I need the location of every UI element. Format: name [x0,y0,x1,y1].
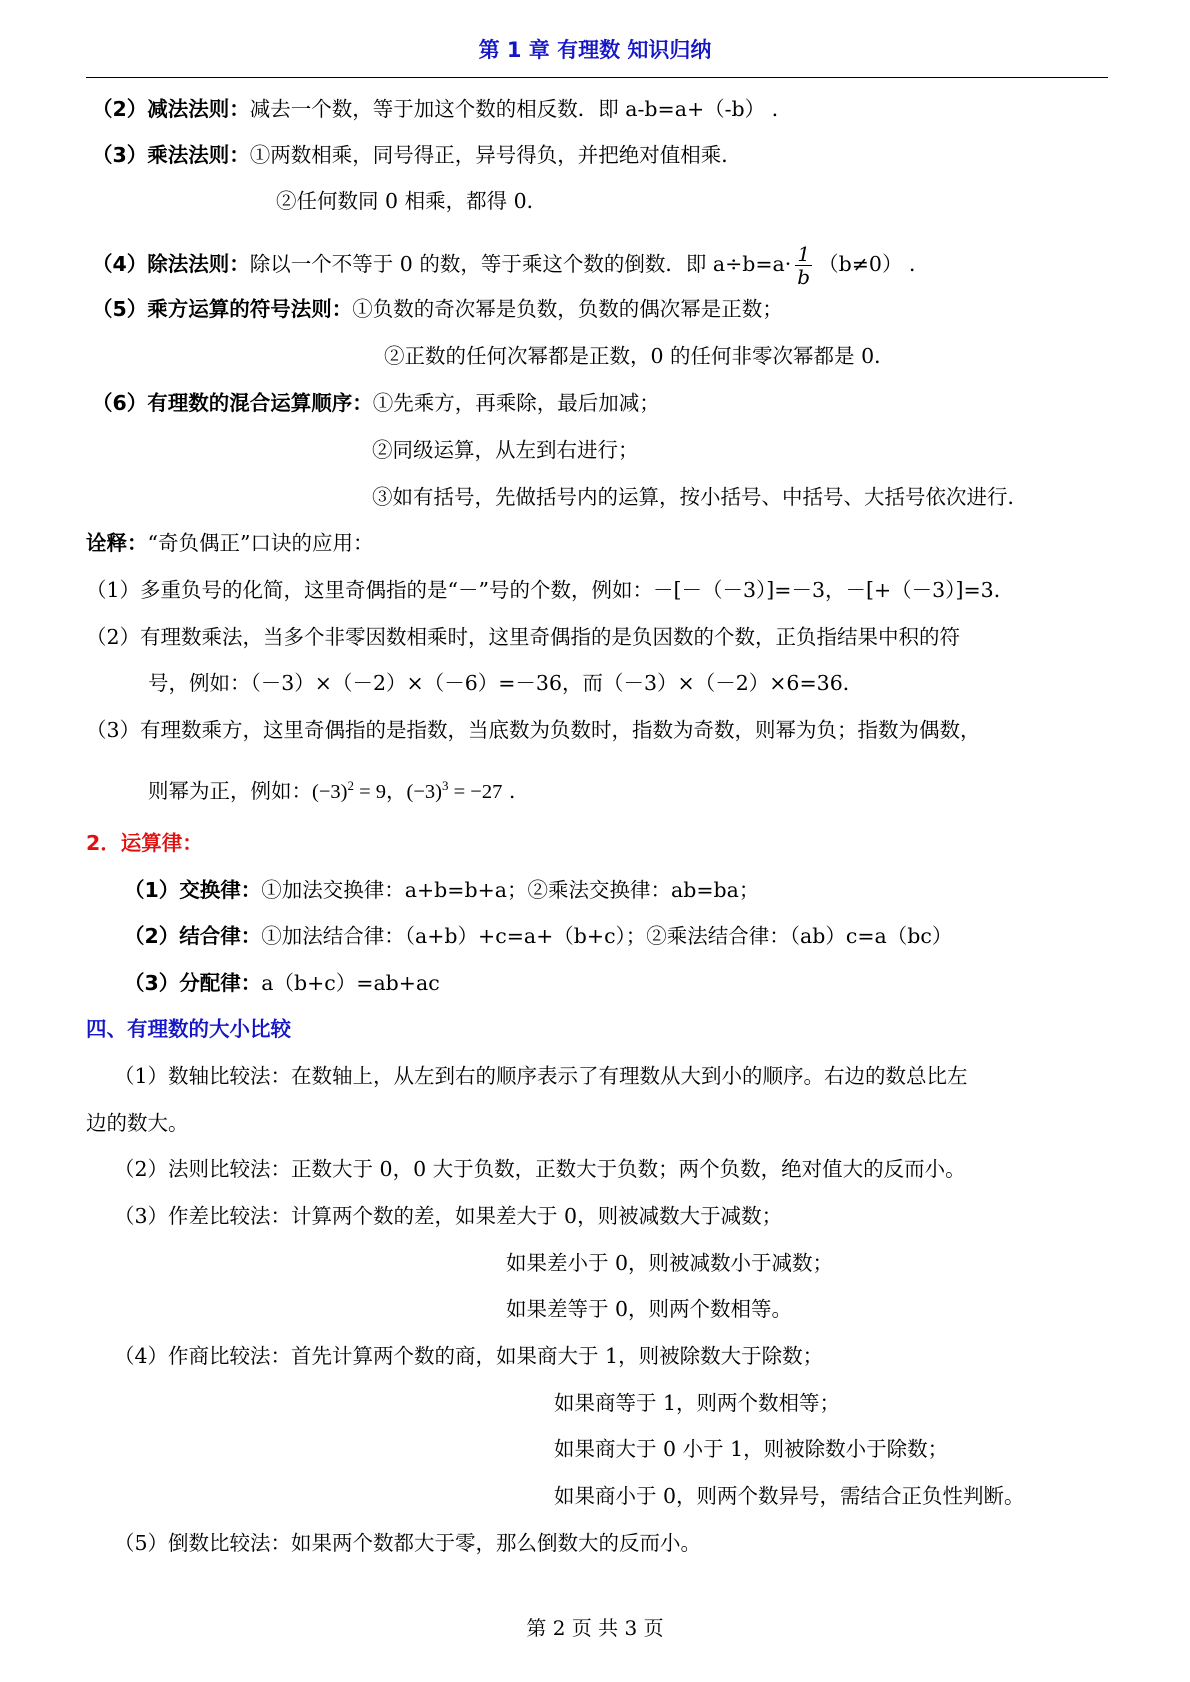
law-associative [124,923,952,949]
compare-method-3-line1: （3）作差比较法：计算两个数的差，如果差大于 0，则被减数大于减数； [114,1204,783,1228]
rule-operation-order [92,390,660,416]
rule-subtraction-label: （2）减法法则： [92,97,250,121]
power-example-1 [312,778,387,803]
note-intro [86,530,373,556]
law-commutative-text: ①加法交换律：a+b=b+a；②乘法交换律：ab=ba； [261,878,760,902]
fraction-numerator: 1 [795,243,812,266]
law-commutative-label: （1）交换律： [124,878,262,902]
rule-subtraction [92,96,792,122]
power-example-2 [406,778,503,803]
compare-method-4-line2: 如果商等于 1，则两个数相等； [554,1391,841,1415]
rule-operation-order-label: （6）有理数的混合运算顺序： [92,391,373,415]
note-point-3-line2 [148,773,515,805]
header-divider [86,77,1108,78]
compare-method-1-line1: （1）数轴比较法：在数轴上，从左到右的顺序表示了有理数从大到小的顺序。右边的数总比左 [114,1064,968,1088]
power-example-2-exponent: 3 [442,778,449,793]
note-point-2-line2: 号，例如：（－3）×（－2）×（－6）=－36，而（－3）×（－2）×6=36． [148,671,864,695]
compare-method-1-line2: 边的数大。 [86,1111,189,1135]
page-header-title: 第 1 章 有理数 知识归纳 [478,38,712,62]
compare-method-4-line4: 如果商小于 0，则两个数异号，需结合正负性判断。 [554,1484,1025,1508]
section-compare-title: 四、有理数的大小比较 [86,1017,291,1041]
rule-division-label: （4）除法法则： [92,252,250,276]
rule-operation-order-line3: ③如有括号，先做括号内的运算，按小括号、中括号、大括号依次进行． [372,485,1028,509]
page-footer: 第 2 页 共 3 页 [526,1616,664,1640]
compare-method-2: （2）法则比较法：正数大于 0，0 大于负数，正数大于负数；两个负数，绝对值大的反而小。 [114,1157,966,1181]
rule-subtraction-text: 减去一个数，等于加这个数的相反数．即 a-b=a+（-b） ． [249,97,793,121]
power-example-1-exponent: 2 [347,778,354,793]
note-point-3-line1: （3）有理数乘方，这里奇偶指的是指数，当底数为负数时，指数为奇数，则幂为负；指数为偶数， [86,718,981,742]
power-example-1-base: (−3) [312,780,348,803]
note-intro-text: “奇负偶正”口诀的应用： [147,531,374,555]
compare-method-5: （5）倒数比较法：如果两个数都大于零，那么倒数大的反而小。 [114,1531,702,1555]
rule-power-sign [92,296,783,322]
section-laws-title: 2．运算律： [86,831,203,855]
rule-multiplication-label: （3）乘法法则： [92,143,250,167]
rule-multiplication-line1: ①两数相乘，同号得正，异号得负，并把绝对值相乘． [249,143,742,167]
law-distributive-label: （3）分配律： [124,971,262,995]
rule-division-text: 除以一个不等于 0 的数，等于乘这个数的倒数．即 a÷b=a· [249,252,792,276]
rule-power-sign-line2: ②正数的任何次幂都是正数，0 的任何非零次幂都是 0． [384,344,895,368]
rule-multiplication [92,142,742,168]
law-distributive [124,970,440,996]
power-example-separator: ， [386,778,407,803]
rule-division [92,243,929,288]
law-associative-label: （2）结合律： [124,924,262,948]
law-associative-text: ①加法结合律：（a+b）+c=a+（b+c）；②乘法结合律：（ab）c=a（bc） [261,924,953,948]
compare-method-3-line2: 如果差小于 0，则被减数小于减数； [506,1251,834,1275]
power-example-end: . [502,778,516,803]
rule-power-sign-line1: ①负数的奇次幂是负数，负数的偶次幂是正数； [352,297,783,321]
compare-method-4-line3: 如果商大于 0 小于 1，则被除数小于除数； [554,1437,949,1461]
note-label: 诠释： [86,531,148,555]
fraction-1-over-b [795,243,812,288]
rule-multiplication-line2: ②任何数同 0 相乘，都得 0． [276,189,548,213]
compare-method-4-line1: （4）作商比较法：首先计算两个数的商，如果商大于 1，则被除数大于除数； [114,1344,824,1368]
rule-operation-order-line2: ②同级运算，从左到右进行； [372,438,639,462]
compare-method-3-line3: 如果差等于 0，则两个数相等。 [506,1297,793,1321]
power-example-1-result: = 9 [353,780,387,803]
power-example-2-result: = −27 [448,780,503,803]
fraction-denominator: b [797,265,811,289]
rule-division-condition: （b≠0） ． [818,252,930,276]
power-example-2-base: (−3) [406,780,442,803]
rule-operation-order-line1: ①先乘方，再乘除，最后加减； [372,391,660,415]
note-point-3-prefix: 则幂为正，例如： [148,778,312,803]
note-point-1: （1）多重负号的化简，这里奇偶指的是“－”号的个数，例如：－[－（－3）]=－3，－[+（－3）]=3． [86,578,1015,602]
rule-power-sign-label: （5）乘方运算的符号法则： [92,297,353,321]
law-commutative [124,877,759,903]
law-distributive-text: a（b+c）=ab+ac [261,971,440,995]
note-point-2-line1: （2）有理数乘法，当多个非零因数相乘时，这里奇偶指的是负因数的个数，正负指结果中积的符 [86,625,961,649]
